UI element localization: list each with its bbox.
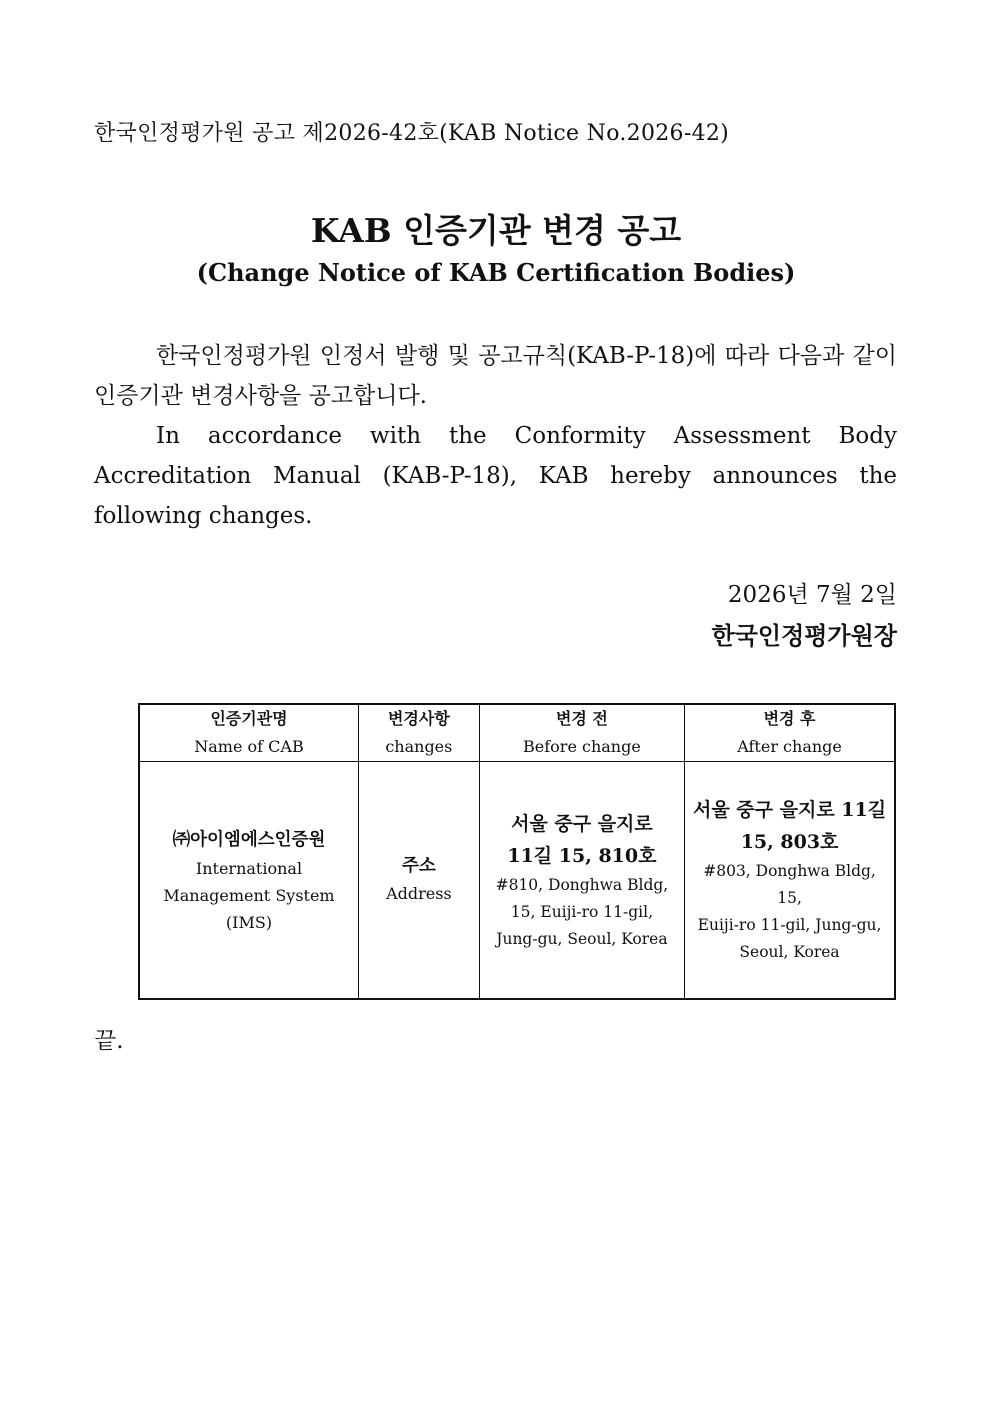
table-header-row bbox=[139, 704, 895, 762]
cab-name-cell: ㈜아이엠에스인증원 International Management System (IMS) bbox=[139, 762, 358, 1000]
before-change-cell: 서울 중구 을지로 11길 15, 810호 #810, Donghwa Bldg, 15, Euiji-ro 11-gil, Jung-gu, Seoul, Korea bbox=[479, 762, 684, 1000]
body-english: In accordance with the Conformity Assessment Body Accreditation Manual (KAB-P-18), KAB hereby announces the following changes. bbox=[94, 423, 897, 529]
notice-body bbox=[94, 336, 897, 536]
end-mark: 끝. bbox=[94, 1028, 124, 1054]
body-korean: 한국인정평가원 인정서 발행 및 공고규칙(KAB-P-18)에 따라 다음과 같이 인증기관 변경사항을 공고합니다. bbox=[94, 343, 897, 409]
header-before-change: 변경 전 Before change bbox=[479, 704, 684, 762]
issuer: 한국인정평가원장 bbox=[711, 621, 897, 650]
notice-number: 한국인정평가원 공고 제2026-42호(KAB Notice No.2026-42) bbox=[94, 121, 730, 146]
page-subtitle: (Change Notice of KAB Certification Bodies) bbox=[196, 258, 796, 287]
header-cab-name: 인증기관명 Name of CAB bbox=[139, 704, 358, 762]
header-after-change: 변경 후 After change bbox=[685, 704, 895, 762]
table-row bbox=[139, 762, 895, 1000]
changes-table bbox=[138, 703, 896, 1000]
notice-date: 2026년 7월 2일 bbox=[727, 582, 897, 608]
change-type-cell: 주소 Address bbox=[358, 762, 479, 1000]
page-title: KAB 인증기관 변경 공고 bbox=[310, 211, 682, 250]
after-change-cell: 서울 중구 을지로 11길 15, 803호 #803, Donghwa Bldg, 15, Euiji-ro 11-gil, Jung-gu, Seoul, Korea bbox=[685, 762, 895, 1000]
header-changes: 변경사항 changes bbox=[358, 704, 479, 762]
